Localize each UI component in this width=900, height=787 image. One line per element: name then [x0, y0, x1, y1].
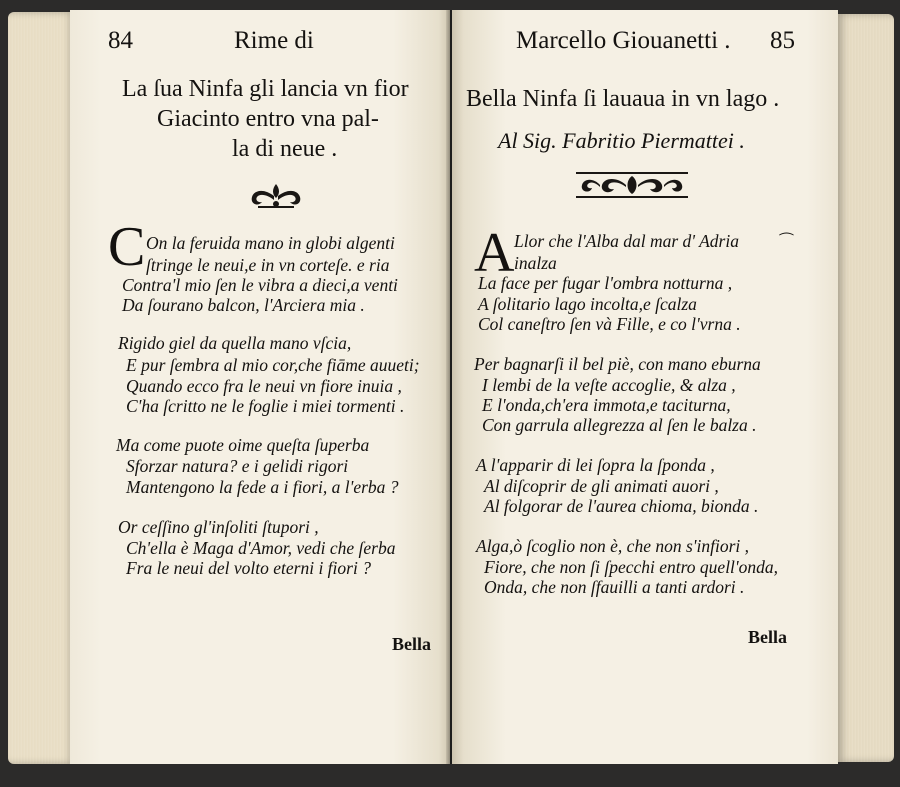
catchword-right: Bella	[748, 627, 787, 647]
verse-line: Mantengono la fede a i fiori, a l'erba ?	[126, 477, 399, 497]
verse-line: ſtringe le neui,e in vn corteſe. e ria	[146, 255, 390, 275]
poem-dedication: Al Sig. Fabritio Piermattei .	[498, 128, 745, 153]
poem-title: Bella Ninfa ſi lauaua in vn lago .	[466, 86, 780, 112]
verse-line: Alga,ò ſcoglio non è, che non s'infiori ,	[476, 536, 750, 556]
verse-line: Or ceſſino gl'inſoliti ſtupori ,	[118, 517, 319, 537]
running-head-right: Marcello Giouanetti .	[516, 27, 731, 54]
verse-line: C'ha ſcritto ne le foglie i miei tormenti .	[126, 396, 405, 416]
verse-line: Ch'ella è Maga d'Amor, vedi che ſerba	[126, 538, 396, 558]
verse-line: Sforzar natura? e i gelidi rigori	[126, 456, 349, 476]
fleuron-ornament-icon	[246, 180, 306, 210]
left-page	[70, 10, 450, 764]
verse-line: Col caneſtro ſen và Fille, e co l'vrna .	[478, 314, 741, 334]
verse-line: inalza	[514, 253, 557, 273]
verse-line: Per bagnarſi il bel piè, con mano eburna	[474, 354, 761, 374]
running-head-left: Rime di	[234, 27, 314, 54]
verse-line: Al folgorar de l'aurea chioma, bionda .	[484, 496, 759, 516]
verse-line: Onda, che non ſfauilli a tanti ardori .	[484, 577, 745, 597]
right-page	[452, 10, 838, 764]
right-page-edges	[836, 14, 894, 762]
poem-title-line-1: La ſua Ninfa gli lancia vn fior	[122, 76, 409, 102]
verse-line: Da ſourano balcon, l'Arciera mia .	[122, 295, 365, 315]
verse-line: Al diſcoprir de gli animati auori ,	[484, 476, 719, 496]
verse-line: Fiore, che non ſi ſpecchi entro quell'onda,	[484, 557, 779, 577]
drop-cap-left: C	[108, 216, 146, 278]
verse-line: Con garrula allegrezza al ſen le balza .	[482, 415, 757, 435]
left-page-edges	[8, 12, 76, 764]
drop-cap-right: A	[474, 222, 515, 284]
page-number-left: 84	[108, 27, 133, 54]
poem-title-line-3: la di neue .	[232, 136, 338, 162]
verse-line: I lembi de la veſte accoglie, & alza ,	[482, 375, 736, 395]
verse-line: La face per fugar l'ombra notturna ,	[478, 273, 733, 293]
verse-line: Rigido giel da quella mano vſcia,	[118, 333, 352, 353]
verse-line: E pur ſembra al mio cor,che fiāme auueti;	[126, 355, 420, 375]
verse-line: Ma come puote oime queſta ſuperba	[116, 435, 370, 455]
verse-line: Fra le neui del volto eterni i fiori ?	[126, 558, 371, 578]
verse-line: A l'apparir di lei ſopra la ſponda ,	[476, 455, 715, 475]
headpiece-ornament-icon	[574, 168, 690, 202]
verse-line: A ſolitario lago incolta,e ſcalza	[478, 294, 697, 314]
poem-title-line-2: Giacinto entro vna pal-	[157, 106, 379, 132]
verse-line: Quando ecco fra le neui vn fiore inuia ,	[126, 376, 402, 396]
line-continuation-mark: ⁀	[780, 234, 793, 251]
page-number-right: 85	[770, 27, 795, 54]
verse-line: Contra'l mio ſen le vibra a dieci,a venti	[122, 275, 398, 295]
catchword-left: Bella	[392, 634, 431, 654]
verse-line: E l'onda,ch'era immota,e taciturna,	[482, 395, 731, 415]
verse-line: Llor che l'Alba dal mar d' Adria	[514, 231, 739, 251]
verse-line: On la feruida mano in globi algenti	[146, 233, 395, 253]
